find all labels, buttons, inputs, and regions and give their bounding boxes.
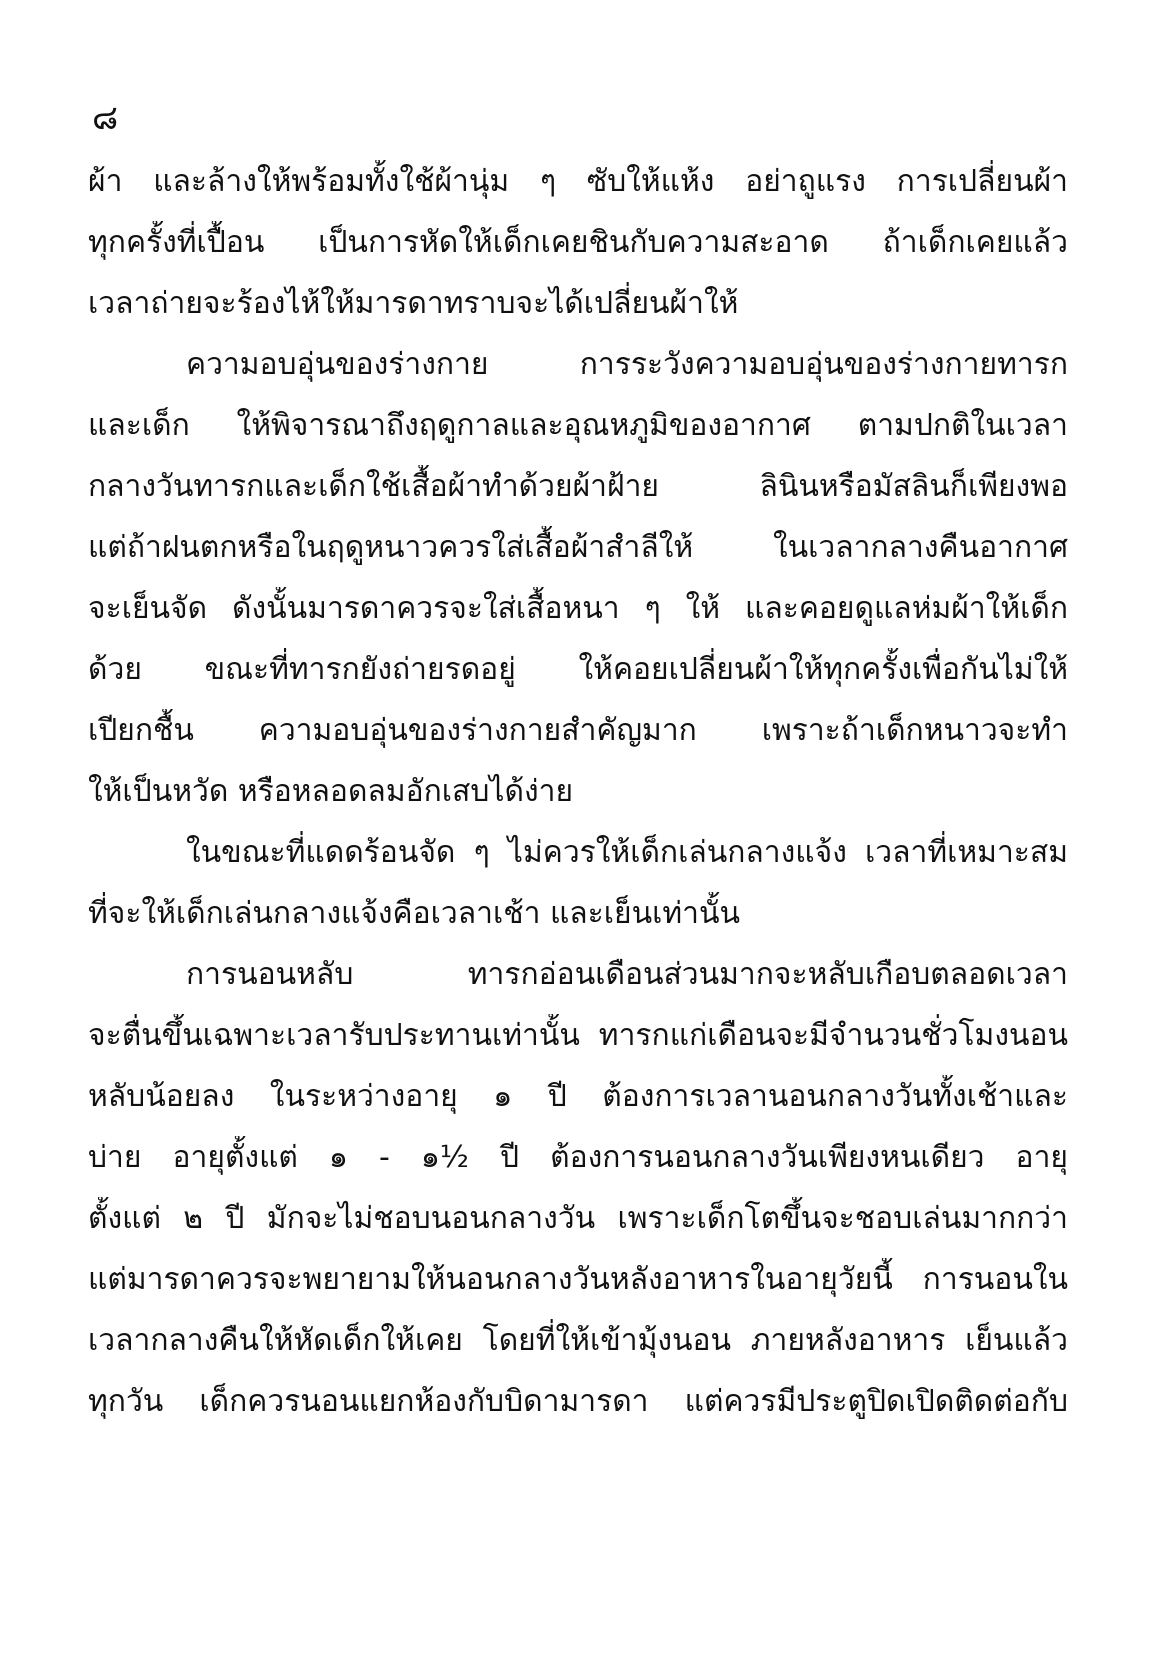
text-line: เวลาถ่ายจะร้องไห้ให้มารดาทราบจะได้เปลี่ยนผ้าให้ xyxy=(88,286,739,321)
text-line: ทุกวัน เด็กควรนอนแยกห้องกับบิดามารดา แต่ควรมีประตูปิดเปิดติดต่อกับ xyxy=(88,1384,1068,1419)
text-line: ให้เป็นหวัด หรือหลอดลมอักเสบได้ง่าย xyxy=(88,774,574,809)
text-line: กลางวันทารกและเด็กใช้เสื้อผ้าทำด้วยผ้าฝ้าย ลินินหรือมัสลินก็เพียงพอ xyxy=(88,469,1068,504)
text-line: ผ้า และล้างให้พร้อมทั้งใช้ผ้านุ่ม ๆ ซับให้แห้ง อย่าถูแรง การเปลี่ยนผ้า xyxy=(88,164,1068,199)
text-line: และเด็ก ให้พิจารณาถึงฤดูกาลและอุณหภูมิของอากาศ ตามปกติในเวลา xyxy=(88,408,1068,443)
text-line: ด้วย ขณะที่ทารกยังถ่ายรดอยู่ ให้คอยเปลี่ยนผ้าให้ทุกครั้งเพื่อกันไม่ให้ xyxy=(88,652,1068,687)
page-number: ๘ xyxy=(92,98,120,138)
text-line: ทุกครั้งที่เปื้อน เป็นการหัดให้เด็กเคยชินกับความสะอาด ถ้าเด็กเคยแล้ว xyxy=(88,225,1068,260)
text-line: เวลากลางคืนให้หัดเด็กให้เคย โดยที่ให้เข้ามุ้งนอน ภายหลังอาหาร เย็นแล้ว xyxy=(88,1323,1068,1358)
text-line: จะเย็นจัด ดังนั้นมารดาควรจะใส่เสื้อหนา ๆ ให้ และคอยดูแลห่มผ้าให้เด็ก xyxy=(88,591,1068,626)
section-heading-line: ความอบอุ่นของร่างกาย การระวังความอบอุ่นของร่างกายทารก xyxy=(186,347,1068,382)
text-line: เปียกชื้น ความอบอุ่นของร่างกายสำคัญมาก เพราะถ้าเด็กหนาวจะทำ xyxy=(88,713,1068,748)
text-line: ที่จะให้เด็กเล่นกลางแจ้งคือเวลาเช้า และเย็นเท่านั้น xyxy=(88,896,741,931)
text-line: หลับน้อยลง ในระหว่างอายุ ๑ ปี ต้องการเวลานอนกลางวันทั้งเช้าและ xyxy=(88,1079,1068,1114)
text-line: บ่าย อายุตั้งแต่ ๑ - ๑½ ปี ต้องการนอนกลางวันเพียงหนเดียว อายุ xyxy=(88,1140,1068,1175)
section-heading-line: การนอนหลับ ทารกอ่อนเดือนส่วนมากจะหลับเกือบตลอดเวลา xyxy=(186,957,1068,992)
text-line: แต่มารดาควรจะพยายามให้นอนกลางวันหลังอาหารในอายุวัยนี้ การนอนใน xyxy=(88,1262,1068,1297)
text-line: จะตื่นขึ้นเฉพาะเวลารับประทานเท่านั้น ทารกแก่เดือนจะมีจำนวนชั่วโมงนอน xyxy=(88,1018,1068,1053)
text-line: ตั้งแต่ ๒ ปี มักจะไม่ชอบนอนกลางวัน เพราะเด็กโตขึ้นจะชอบเล่นมากกว่า xyxy=(88,1201,1068,1236)
paragraph-first-line: ในขณะที่แดดร้อนจัด ๆ ไม่ควรให้เด็กเล่นกลางแจ้ง เวลาที่เหมาะสม xyxy=(186,835,1068,870)
text-line: แต่ถ้าฝนตกหรือในฤดูหนาวควรใส่เสื้อผ้าสำลีให้ ในเวลากลางคืนอากาศ xyxy=(88,530,1068,565)
